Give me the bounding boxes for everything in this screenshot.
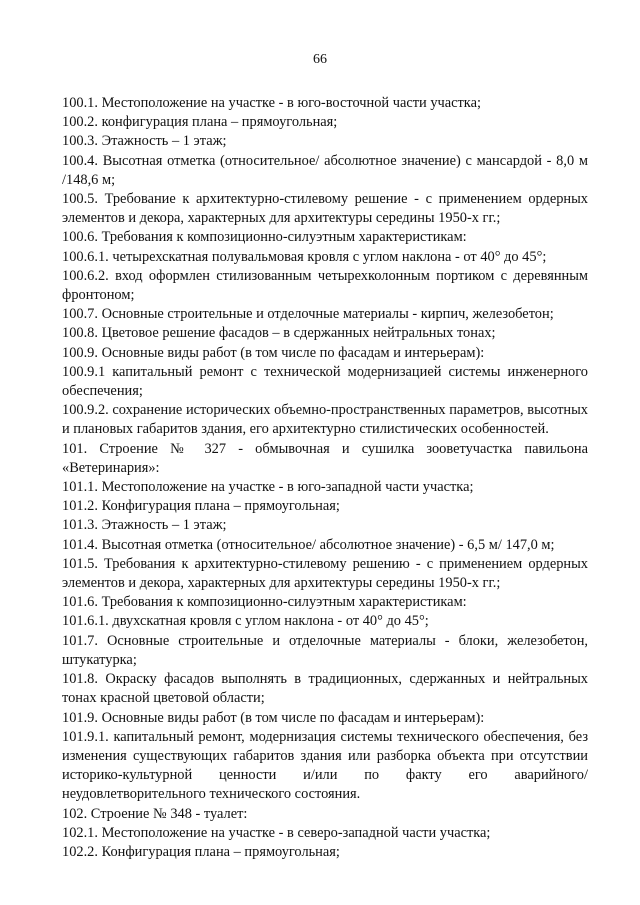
paragraph: 100.1. Местоположение на участке - в юго-восточной части участка;	[62, 95, 481, 111]
paragraph: 100.6.2. вход оформлен стилизованным четырехколонным портиком с деревянным фронтоном;	[62, 267, 588, 304]
paragraph: 100.5. Требование к архитектурно-стилевому решение - с применением ордерных элементов и декора, характерных для архитектуры середины 1950-х гг.;	[62, 191, 588, 227]
paragraph: 101.7. Основные строительные и отделочные материалы - блоки, железобетон, штукатурка;	[62, 632, 588, 668]
paragraph: 102.1. Местоположение на участке - в северо-западной части участка;	[62, 824, 491, 841]
document-body	[62, 94, 588, 862]
paragraph: 101.5. Требования к архитектурно-стилевому решению - с применением ордерных элементов и декора, характерных для архитектуры середины 1950-х гг.;	[62, 555, 588, 592]
paragraph: 100.3. Этажность – 1 этаж;	[62, 133, 227, 150]
paragraph: 101.6.1. двухскатная кровля с углом наклона - от 40° до 45°;	[62, 613, 429, 630]
paragraph: 100.2. конфигурация плана – прямоугольная;	[62, 114, 338, 131]
paragraph: 101.2. Конфигурация плана – прямоугольная;	[62, 498, 340, 515]
paragraph: 100.9.1 капитальный ремонт с технической модернизацией системы инженерного обеспечения;	[62, 363, 588, 400]
paragraph: 101.3. Этажность – 1 этаж;	[62, 517, 227, 534]
paragraph: 102.2. Конфигурация плана – прямоугольная;	[62, 843, 340, 860]
paragraph: 100.6.1. четырехскатная полувальмовая кровля с углом наклона - от 40° до 45°;	[62, 248, 547, 265]
paragraph: 101.8. Окраску фасадов выполнять в традиционных, сдержанных и нейтральных тонах красной цветовой области;	[62, 671, 588, 707]
paragraph: 101.9. Основные виды работ (в том числе по фасадам и интерьерам):	[62, 709, 485, 726]
paragraph: 102. Строение № 348 - туалет:	[62, 805, 248, 822]
paragraph: 100.8. Цветовое решение фасадов – в сдержанных нейтральных тонах;	[62, 325, 496, 342]
paragraph: 101.9.1. капитальный ремонт, модернизация системы технического обеспечения, без изменения существующих габаритов здания или разборка объекта при отсутствии историко-культурной ценности и/или по факту его аварийного/неудовлетворительного технического состояния.	[62, 728, 588, 803]
paragraph: 100.6. Требования к композиционно-силуэтным характеристикам:	[62, 229, 467, 246]
page-number: 66	[313, 52, 327, 67]
paragraph: 100.9. Основные виды работ (в том числе по фасадам и интерьерам):	[62, 344, 485, 361]
paragraph: 101.6. Требования к композиционно-силуэтным характеристикам:	[62, 594, 467, 611]
paragraph: 101.4. Высотная отметка (относительное/ абсолютное значение) - 6,5 м/ 147,0 м;	[62, 536, 555, 553]
paragraph: 101. Строение № 327 - обмывочная и сушилка зооветучастка павильона «Ветеринария»:	[62, 440, 588, 476]
paragraph: 100.9.2. сохранение исторических объемно-пространственных параметров, высотных и плановых габаритов здания, его архитектурно стилистических особенностей.	[62, 402, 588, 438]
paragraph: 100.4. Высотная отметка (относительное/ абсолютное значение) с мансардой - 8,0 м /148,6 м;	[62, 152, 588, 188]
paragraph: 101.1. Местоположение на участке - в юго-западной части участка;	[62, 479, 474, 496]
paragraph: 100.7. Основные строительные и отделочные материалы - кирпич, железобетон;	[62, 306, 554, 323]
